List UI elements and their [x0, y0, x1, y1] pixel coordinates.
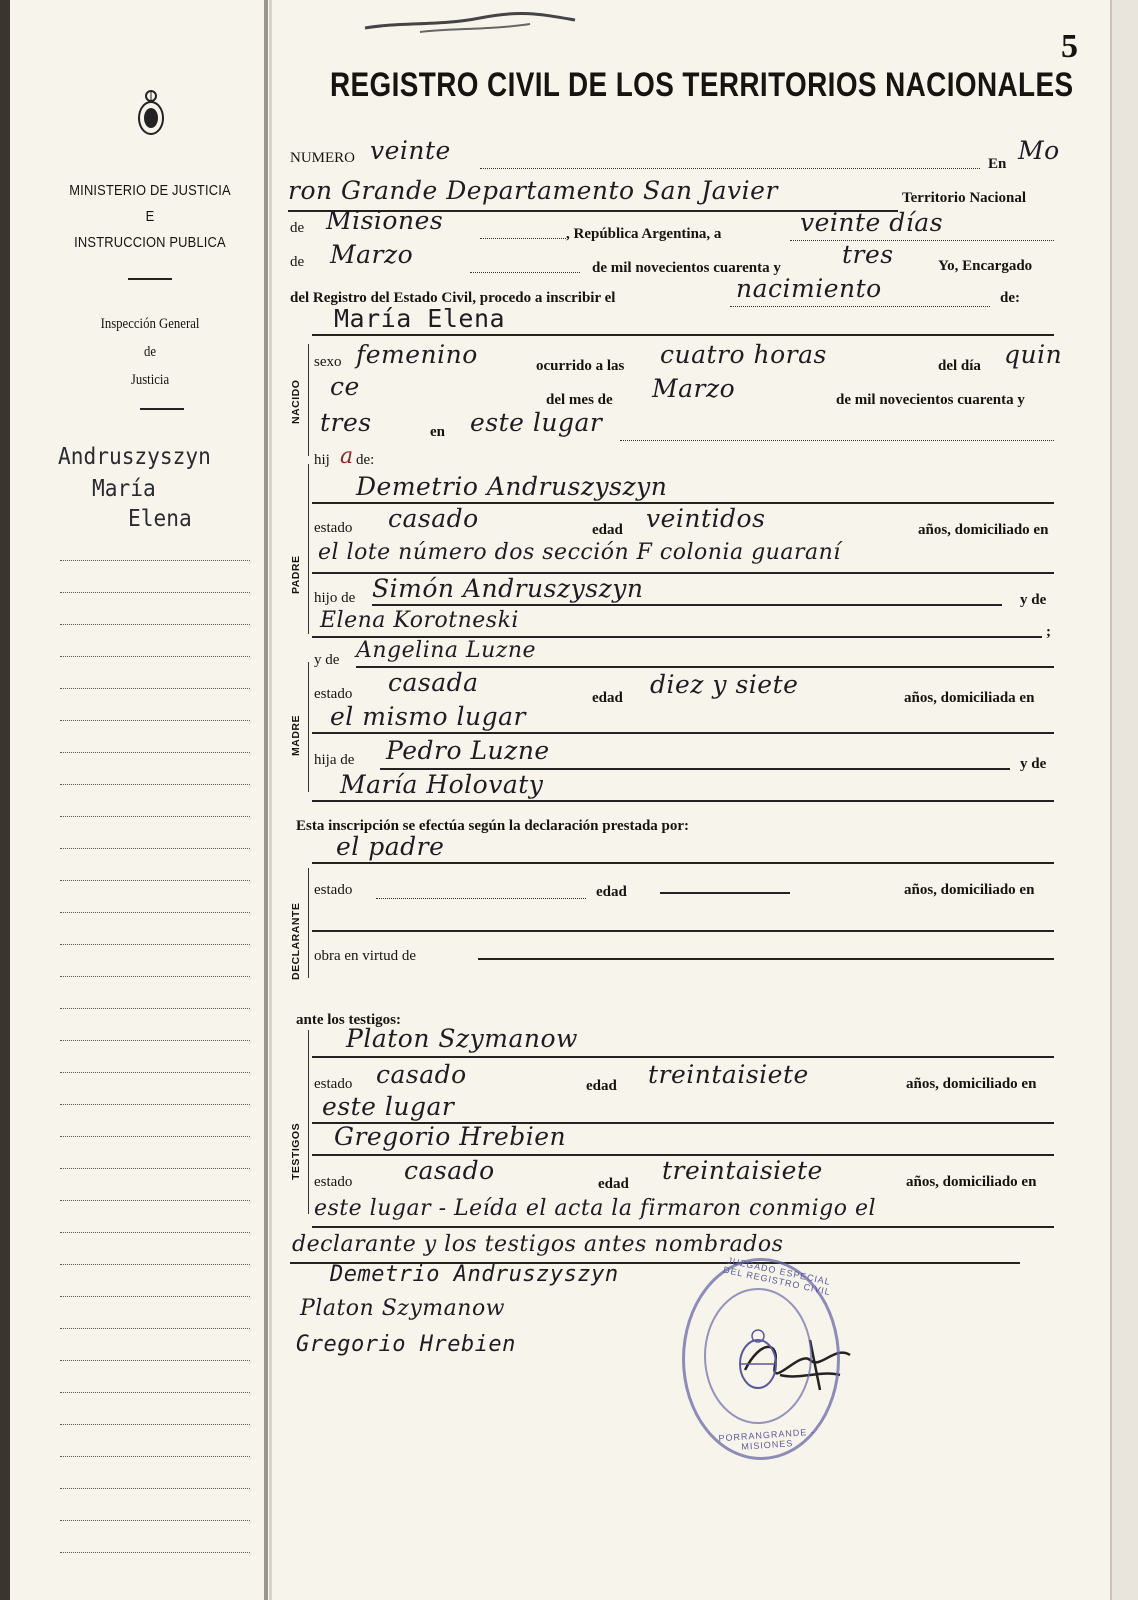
side-label-testigos: TESTIGOS — [290, 1122, 302, 1180]
entry-madre-edad: diez y siete — [650, 670, 799, 699]
label-ocurrido: ocurrido a las — [536, 358, 625, 374]
margin-ruled-line — [60, 592, 250, 593]
margin-divider-shadow — [269, 0, 272, 1600]
margin-ruled-line — [60, 1296, 250, 1297]
side-label-declarante: DECLARANTE — [290, 902, 302, 980]
page-edge-right — [1110, 0, 1138, 1600]
entry-padre-estado: casado — [388, 504, 479, 533]
fill-line — [620, 440, 1054, 441]
margin-ruled-line — [60, 1200, 250, 1201]
label-y-de-2: y de — [1020, 756, 1047, 772]
label-sexo: sexo — [314, 354, 342, 370]
official-stamp — [682, 1255, 842, 1458]
margin-middlename: Elena — [128, 506, 192, 532]
entry-testigo1-domicilio: este lugar — [322, 1092, 455, 1121]
label-numero: NUMERO — [290, 150, 356, 166]
margin-ruled-line — [60, 1360, 250, 1361]
page-edge-left — [0, 0, 10, 1600]
label-republica: , República Argentina, a — [566, 226, 722, 242]
label-obra: obra en virtud de — [314, 948, 417, 964]
section-brace-declarante — [308, 868, 309, 978]
label-anos-domiciliada-madre: años, domiciliada en — [904, 690, 1035, 706]
label-estado-testigo2: estado — [314, 1174, 353, 1190]
stamp-emblem-icon — [732, 1328, 784, 1392]
entry-sexo: femenino — [356, 340, 478, 369]
entry-testigo1-edad: treintaisiete — [648, 1060, 809, 1089]
margin-ruled-line — [60, 880, 250, 881]
inspeccion-heading — [71, 310, 229, 394]
label-hijo: hij — [314, 452, 330, 468]
entry-lugar-nac: este lugar — [470, 408, 603, 437]
label-ante-testigos: ante los testigos: — [296, 1012, 401, 1028]
entry-hijo-sufijo: a — [340, 444, 354, 469]
margin-ruled-line — [60, 1136, 250, 1137]
label-semicolon: ; — [1046, 624, 1051, 640]
label-anos-domiciliado-testigo1: años, domiciliado en — [906, 1076, 1037, 1092]
label-de: de — [290, 220, 305, 236]
entry-testigo2-estado: casado — [404, 1156, 495, 1185]
label-edad-padre: edad — [592, 522, 623, 538]
side-label-nacido: NACIDO — [290, 379, 302, 424]
margin-ruled-line — [60, 1328, 250, 1329]
margin-ruled-line — [60, 1040, 250, 1041]
entry-dia-cont: ce — [330, 372, 360, 401]
margin-ruled-line — [60, 816, 250, 817]
label-del-mes: del mes de — [546, 392, 613, 408]
margin-separator — [140, 408, 184, 410]
ministry-line: INSTRUCCION PUBLICA — [74, 234, 226, 251]
label-de-colon: de: — [1000, 290, 1020, 306]
margin-ruled-line — [60, 1424, 250, 1425]
fill-line — [312, 930, 1054, 932]
signature-testigo1: Platon Szymanow — [300, 1296, 506, 1321]
fill-line — [660, 892, 790, 894]
entry-acto: nacimiento — [736, 274, 882, 303]
header-scribble — [360, 6, 580, 36]
entry-cierre-1: este lugar - Leída el acta la firmaron conmigo el — [314, 1196, 877, 1221]
fill-line — [372, 604, 1002, 606]
ministry-line: MINISTERIO DE JUSTICIA — [69, 182, 231, 199]
coat-of-arms-icon — [136, 88, 166, 138]
fill-line — [790, 240, 1054, 241]
entry-testigo1: Platon Szymanow — [346, 1024, 578, 1053]
entry-abuela-paterna: Elena Korotneski — [320, 608, 519, 633]
label-y-de-madre: y de — [314, 652, 340, 668]
label-de: de — [290, 254, 305, 270]
entry-en: Mo — [1018, 136, 1060, 165]
margin-ruled-line — [60, 1392, 250, 1393]
inspeccion-line: de — [143, 344, 157, 360]
inspeccion-line: Justicia — [130, 372, 170, 388]
label-estado-declarante: estado — [314, 882, 353, 898]
stamp-bottom-text: PORRANGRANDE - MISIONES — [718, 1426, 816, 1452]
label-anos-domiciliado-declarante: años, domiciliado en — [904, 882, 1035, 898]
entry-madre-nombre: Angelina Luzne — [356, 638, 537, 663]
margin-ruled-line — [60, 720, 250, 721]
entry-padre-edad: veintidos — [646, 504, 766, 533]
margin-ruled-line — [60, 560, 250, 561]
label-yo-encargado: Yo, Encargado — [938, 258, 1033, 274]
entry-dia: quin — [1004, 340, 1063, 369]
label-hija-de: hija de — [314, 752, 355, 768]
entry-madre-estado: casada — [388, 668, 479, 697]
margin-ruled-line — [60, 1168, 250, 1169]
entry-abuelo-paterno: Simón Andruszyszyn — [372, 574, 644, 603]
side-label-padre: PADRE — [290, 555, 302, 594]
fill-line — [470, 272, 580, 273]
label-edad-declarante: edad — [596, 884, 627, 900]
label-esta-inscripcion: Esta inscripción se efectúa según la declaración prestada por: — [296, 818, 690, 834]
margin-ruled-line — [60, 1520, 250, 1521]
label-en: En — [988, 156, 1007, 172]
margin-ruled-line — [60, 656, 250, 657]
label-del-dia: del día — [938, 358, 981, 374]
margin-ruled-line — [60, 624, 250, 625]
label-en-lugar: en — [430, 424, 445, 440]
entry-nombre: María Elena — [334, 304, 506, 333]
fill-line — [312, 334, 1054, 336]
label-edad-madre: edad — [592, 690, 623, 706]
section-brace-testigos — [308, 1030, 309, 1214]
label-territorio: Territorio Nacional — [902, 190, 1027, 206]
entry-hora: cuatro horas — [660, 340, 827, 369]
section-brace-madre — [308, 662, 309, 792]
margin-separator — [128, 278, 172, 280]
label-hijo-de: de: — [356, 452, 375, 468]
section-brace-nacido — [308, 344, 309, 456]
fill-line — [312, 1056, 1054, 1058]
label-mil-novecientos-2: de mil novecientos cuarenta y — [836, 392, 1025, 408]
entry-mes: Marzo — [330, 240, 414, 269]
entry-fecha-dias: veinte días — [800, 208, 944, 237]
margin-ruled-line — [60, 1456, 250, 1457]
ministry-line: E — [145, 208, 155, 225]
entry-declarante: el padre — [336, 832, 445, 861]
margin-ruled-line — [60, 1232, 250, 1233]
margin-ruled-line — [60, 944, 250, 945]
margin-ruled-line — [60, 848, 250, 849]
entry-cierre-2: declarante y los testigos antes nombrados — [292, 1232, 784, 1257]
margin-ruled-line — [60, 1104, 250, 1105]
label-y-de: y de — [1020, 592, 1047, 608]
margin-ruled-line — [60, 912, 250, 913]
margin-ruled-line — [60, 1008, 250, 1009]
margin-ruled-line — [60, 1488, 250, 1489]
entry-testigo1-estado: casado — [376, 1060, 467, 1089]
page-number: 5 — [1061, 28, 1078, 65]
entry-padre-nombre: Demetrio Andruszyszyn — [356, 472, 668, 501]
fill-line — [730, 306, 990, 307]
entry-territorio: Misiones — [326, 206, 444, 235]
fill-line — [312, 800, 1054, 802]
margin-ruled-line — [60, 752, 250, 753]
entry-mes-nac: Marzo — [652, 374, 736, 403]
label-anos-domiciliado-padre: años, domiciliado en — [918, 522, 1049, 538]
entry-padre-domicilio: el lote número dos sección F colonia guaraní — [318, 540, 841, 565]
signature-padre: Demetrio Andruszyszyn — [330, 1262, 619, 1287]
fill-line — [480, 238, 566, 239]
fill-line — [478, 958, 1054, 960]
entry-lugar: ron Grande Departamento San Javier — [288, 176, 778, 205]
entry-anio: tres — [842, 240, 894, 269]
label-anos-domiciliado-testigo2: años, domiciliado en — [906, 1174, 1037, 1190]
entry-madre-domicilio: el mismo lugar — [330, 702, 526, 731]
entry-testigo2: Gregorio Hrebien — [334, 1122, 567, 1151]
margin-surname: Andruszyszyn — [58, 444, 211, 470]
fill-line — [312, 732, 1054, 734]
side-label-madre: MADRE — [290, 715, 302, 756]
stamp-top-text: JUZGADO ESPECIAL DEL REGISTRO CIVIL — [722, 1255, 832, 1298]
ministry-heading — [64, 178, 236, 256]
entry-anio-nac: tres — [320, 408, 372, 437]
label-estado-testigo1: estado — [314, 1076, 353, 1092]
margin-ruled-line — [60, 784, 250, 785]
inspeccion-line: Inspección General — [100, 316, 200, 332]
margin-divider — [264, 0, 268, 1600]
label-mil-novecientos: de mil novecientos cuarenta y — [592, 260, 781, 276]
label-hijo-de-padre: hijo de — [314, 590, 356, 606]
entry-testigo2-edad: treintaisiete — [662, 1156, 823, 1185]
page-title: REGISTRO CIVIL DE LOS TERRITORIOS NACIONALES — [330, 66, 1074, 104]
label-registro: del Registro del Estado Civil, procedo a inscribir el — [290, 290, 616, 306]
label-estado-padre: estado — [314, 520, 353, 536]
margin-ruled-line — [60, 688, 250, 689]
margin-firstname: María — [92, 476, 156, 502]
fill-line — [312, 1226, 1054, 1228]
signature-testigo2: Gregorio Hrebien — [296, 1332, 516, 1357]
label-edad-testigo1: edad — [586, 1078, 617, 1094]
fill-line — [480, 168, 980, 169]
entry-abuela-materna: María Holovaty — [340, 770, 544, 799]
fill-line — [312, 862, 1054, 864]
margin-ruled-line — [60, 1264, 250, 1265]
label-edad-testigo2: edad — [598, 1176, 629, 1192]
entry-abuelo-materno: Pedro Luzne — [386, 736, 550, 765]
entry-numero: veinte — [370, 136, 451, 165]
fill-line — [376, 898, 586, 899]
section-brace-padre — [308, 464, 309, 634]
margin-ruled-line — [60, 1552, 250, 1553]
label-estado-madre: estado — [314, 686, 353, 702]
margin-ruled-line — [60, 1072, 250, 1073]
margin-ruled-line — [60, 976, 250, 977]
